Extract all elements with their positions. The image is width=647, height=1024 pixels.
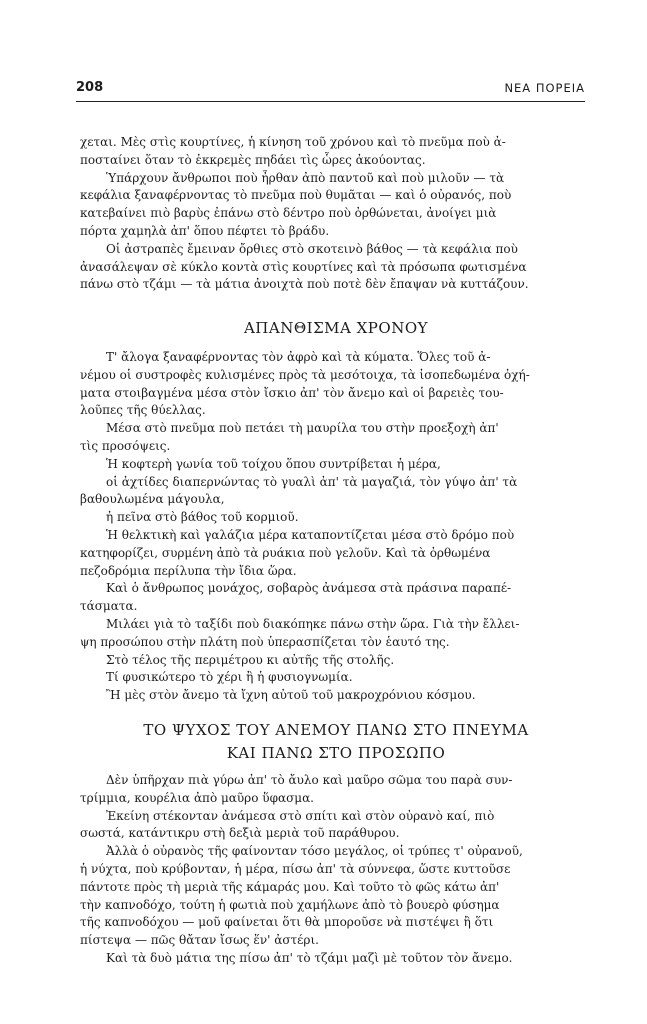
text-line: Δὲν ὑπῆρχαν πιὰ γύρω ἀπ' τὸ ἄυλο καὶ μαῦρο σῶμα του παρὰ συν- — [106, 773, 513, 787]
page-number: 208 — [76, 80, 104, 95]
section-title-psychos-line2: ΚΑΙ ΠΑΝΩ ΣΤΟ ΠΡΟΣΩΠΟ — [226, 744, 446, 762]
text-line: ματα στοιβαγμένα μέσα στὸν ἴσκιο ἀπ' τὸν ἄνεμο καὶ οἱ βαρειὲς του- — [80, 385, 504, 400]
section-apanthisma-body — [80, 349, 592, 705]
text-line: κατεβαίνει πιὸ βαρὺς ἐπάνω στὸ δέντρο ποὺ ὀρθώνεται, ἀνοίγει μιὰ — [80, 206, 497, 221]
text-line: πεζοδρόμια περίλυπα τὴν ἴδια ὥρα. — [80, 563, 297, 578]
text-line: ἡ νύχτα, ποὺ κρύβονταν, ἡ μέρα, πίσω ἀπ' τὰ σύννεφα, ὥστε κυττοῦσε — [80, 861, 511, 876]
text-line: τὴν καπνοδόχο, τούτη ἡ φωτιὰ ποὺ χαμήλωνε ἀπὸ τὸ βουερὸ φύσημα — [80, 897, 500, 912]
text-line: ποσταίνει ὅταν τὸ ἐκκρεμὲς πηδάει τὶς ὧρες ἀκούοντας. — [80, 152, 426, 167]
text-line: Καὶ ὁ ἄνθρωπος μονάχος, σοβαρὸς ἀνάμεσα στὰ πράσινα παραπέ- — [106, 581, 512, 596]
text-line: τάσματα. — [80, 599, 138, 614]
text-line: τῆς καπνοδόχου — μοῦ φαίνεται ὅτι θὰ μποροῦσε νὰ πιστέψει ἢ ὅτι — [80, 915, 494, 930]
text-line: Μιλάει γιὰ τὸ ταξίδι ποὺ διακόπηκε πάνω στὴν ὥρα. Γιὰ τὴν ἔλλει- — [106, 616, 520, 631]
page-header — [76, 80, 585, 100]
text-line: ἀνασάλεψαν σὲ κύκλο κοντὰ στὶς κουρτίνες καὶ τὰ πρόσωπα φωτισμένα — [80, 259, 527, 274]
header-rule — [76, 101, 585, 102]
text-line: κεφάλια ξαναφέρνοντας τὸ πνεῦμα ποὺ θυμᾶται — καὶ ὁ οὐρανός, ποὺ — [80, 188, 512, 203]
intro-paragraphs — [80, 134, 592, 294]
text-line: Ἡ θελκτικὴ καὶ γαλάζια μέρα καταποντίζεται μέσα στὸ δρόμο ποὺ — [106, 527, 515, 542]
text-line: κατηφορίζει, συρμένη ἀπὸ τὰ ρυάκια ποὺ γελοῦν. Καὶ τὰ ὀρθωμένα — [80, 545, 491, 560]
text-line: ἡ πεῖνα στὸ βάθος τοῦ κορμιοῦ. — [106, 510, 299, 525]
text-line: τρίμμια, κουρέλια ἀπὸ μαῦρο ὕφασμα. — [80, 790, 314, 805]
text-line: ψη προσώπου στὴν πλάτη ποὺ ὑπερασπίζεται τὸν ἑαυτό της. — [80, 634, 450, 649]
text-line: τὶς προσόψεις. — [80, 438, 171, 453]
text-line: βαθουλωμένα μάγουλα, — [80, 492, 225, 507]
text-line: λοῦπες τῆς θύελλας. — [80, 403, 206, 418]
text-line: Ἐκείνη στέκονταν ἀνάμεσα στὸ σπίτι καὶ στὸν οὐρανὸ καί, πιὸ — [106, 808, 495, 823]
text-line: Ἢ μὲς στὸν ἄνεμο τὰ ἴχνη αὐτοῦ τοῦ μακροχρόνιου κόσμου. — [106, 688, 476, 703]
text-line: Ἡ κοφτερὴ γωνία τοῦ τοίχου ὅπου συντρίβεται ἡ μέρα, — [106, 456, 441, 471]
text-line: Οἱ ἀστραπὲς ἔμειναν ὄρθιες στὸ σκοτεινὸ βάθος — τὰ κεφάλια ποὺ — [106, 241, 518, 256]
text-line: Στὸ τέλος τῆς περιμέτρου κι αὐτῆς τῆς στολῆς. — [106, 652, 395, 667]
text-line: πάντοτε πρὸς τὴ μεριὰ τῆς κάμαράς μου. Καὶ τοῦτο τὸ φῶς κάτω ἀπ' — [80, 879, 500, 894]
text-line: χεται. Μὲς στὶς κουρτίνες, ἡ κίνηση τοῦ χρόνου καὶ τὸ πνεῦμα ποὺ ἀ- — [80, 135, 506, 149]
text-line: πάνω στὸ τζάμι — τὰ μάτια ἀνοιχτὰ ποὺ ποτὲ δὲν ἔπαψαν νὰ κυττάζουν. — [80, 277, 529, 292]
section-psychos-body — [80, 772, 592, 968]
text-line: Καὶ τὰ δυὸ μάτια της πίσω ἀπ' τὸ τζάμι μαζὶ μὲ τοῦτον τὸν ἄνεμο. — [106, 950, 513, 965]
text-line: Ὑπάρχουν ἄνθρωποι ποὺ ἦρθαν ἀπὸ παντοῦ καὶ ποὺ μιλοῦν — τὰ — [106, 170, 505, 185]
text-line: Τ' ἄλογα ξαναφέρνοντας τὸν ἀφρὸ καὶ τὰ κύματα. Ὅλες τοῦ ἀ- — [106, 350, 491, 364]
text-line: Τί φυσικώτερο τὸ χέρι ἢ ἡ φυσιογνωμία. — [106, 670, 353, 685]
text-line: πίστεψα — πῶς θἄταν ἴσως ἕν' ἀστέρι. — [80, 933, 319, 948]
text-line: πόρτα χαμηλὰ ἀπ' ὅπου πέφτει τὸ βράδυ. — [80, 223, 330, 238]
text-line: σωστά, κατάντικρυ στὴ δεξιὰ μεριὰ τοῦ παράθυρου. — [80, 826, 400, 841]
section-title-apanthisma: ΑΠΑΝΘΙΣΜΑ ΧΡΟΝΟΥ — [243, 319, 429, 337]
running-title: ΝΕΑ ΠΟΡΕΙΑ — [504, 81, 585, 95]
section-title-psychos-line1: ΤΟ ΨΥΧΟΣ ΤΟΥ ΑΝΕΜΟΥ ΠΑΝΩ ΣΤΟ ΠΝΕΥΜΑ — [143, 721, 529, 739]
text-line: οἱ ἀχτίδες διαπερνώντας τὸ γυαλὶ ἀπ' τὰ μαγαζιά, τὸν γύψο ἀπ' τὰ — [106, 474, 518, 489]
text-line: νέμου οἱ συστροφὲς κυλισμένες πρὸς τὰ μεσότοιχα, τὰ ἰσοπεδωμένα ὀχή- — [80, 367, 530, 382]
text-line: Μέσα στὸ πνεῦμα ποὺ πετάει τὴ μαυρίλα του στὴν προεξοχὴ ἀπ' — [106, 421, 499, 436]
text-line: Ἀλλὰ ὁ οὐρανὸς τῆς φαίνονταν τόσο μεγάλος, οἱ τρύπες τ' οὐρανοῦ, — [106, 844, 523, 859]
